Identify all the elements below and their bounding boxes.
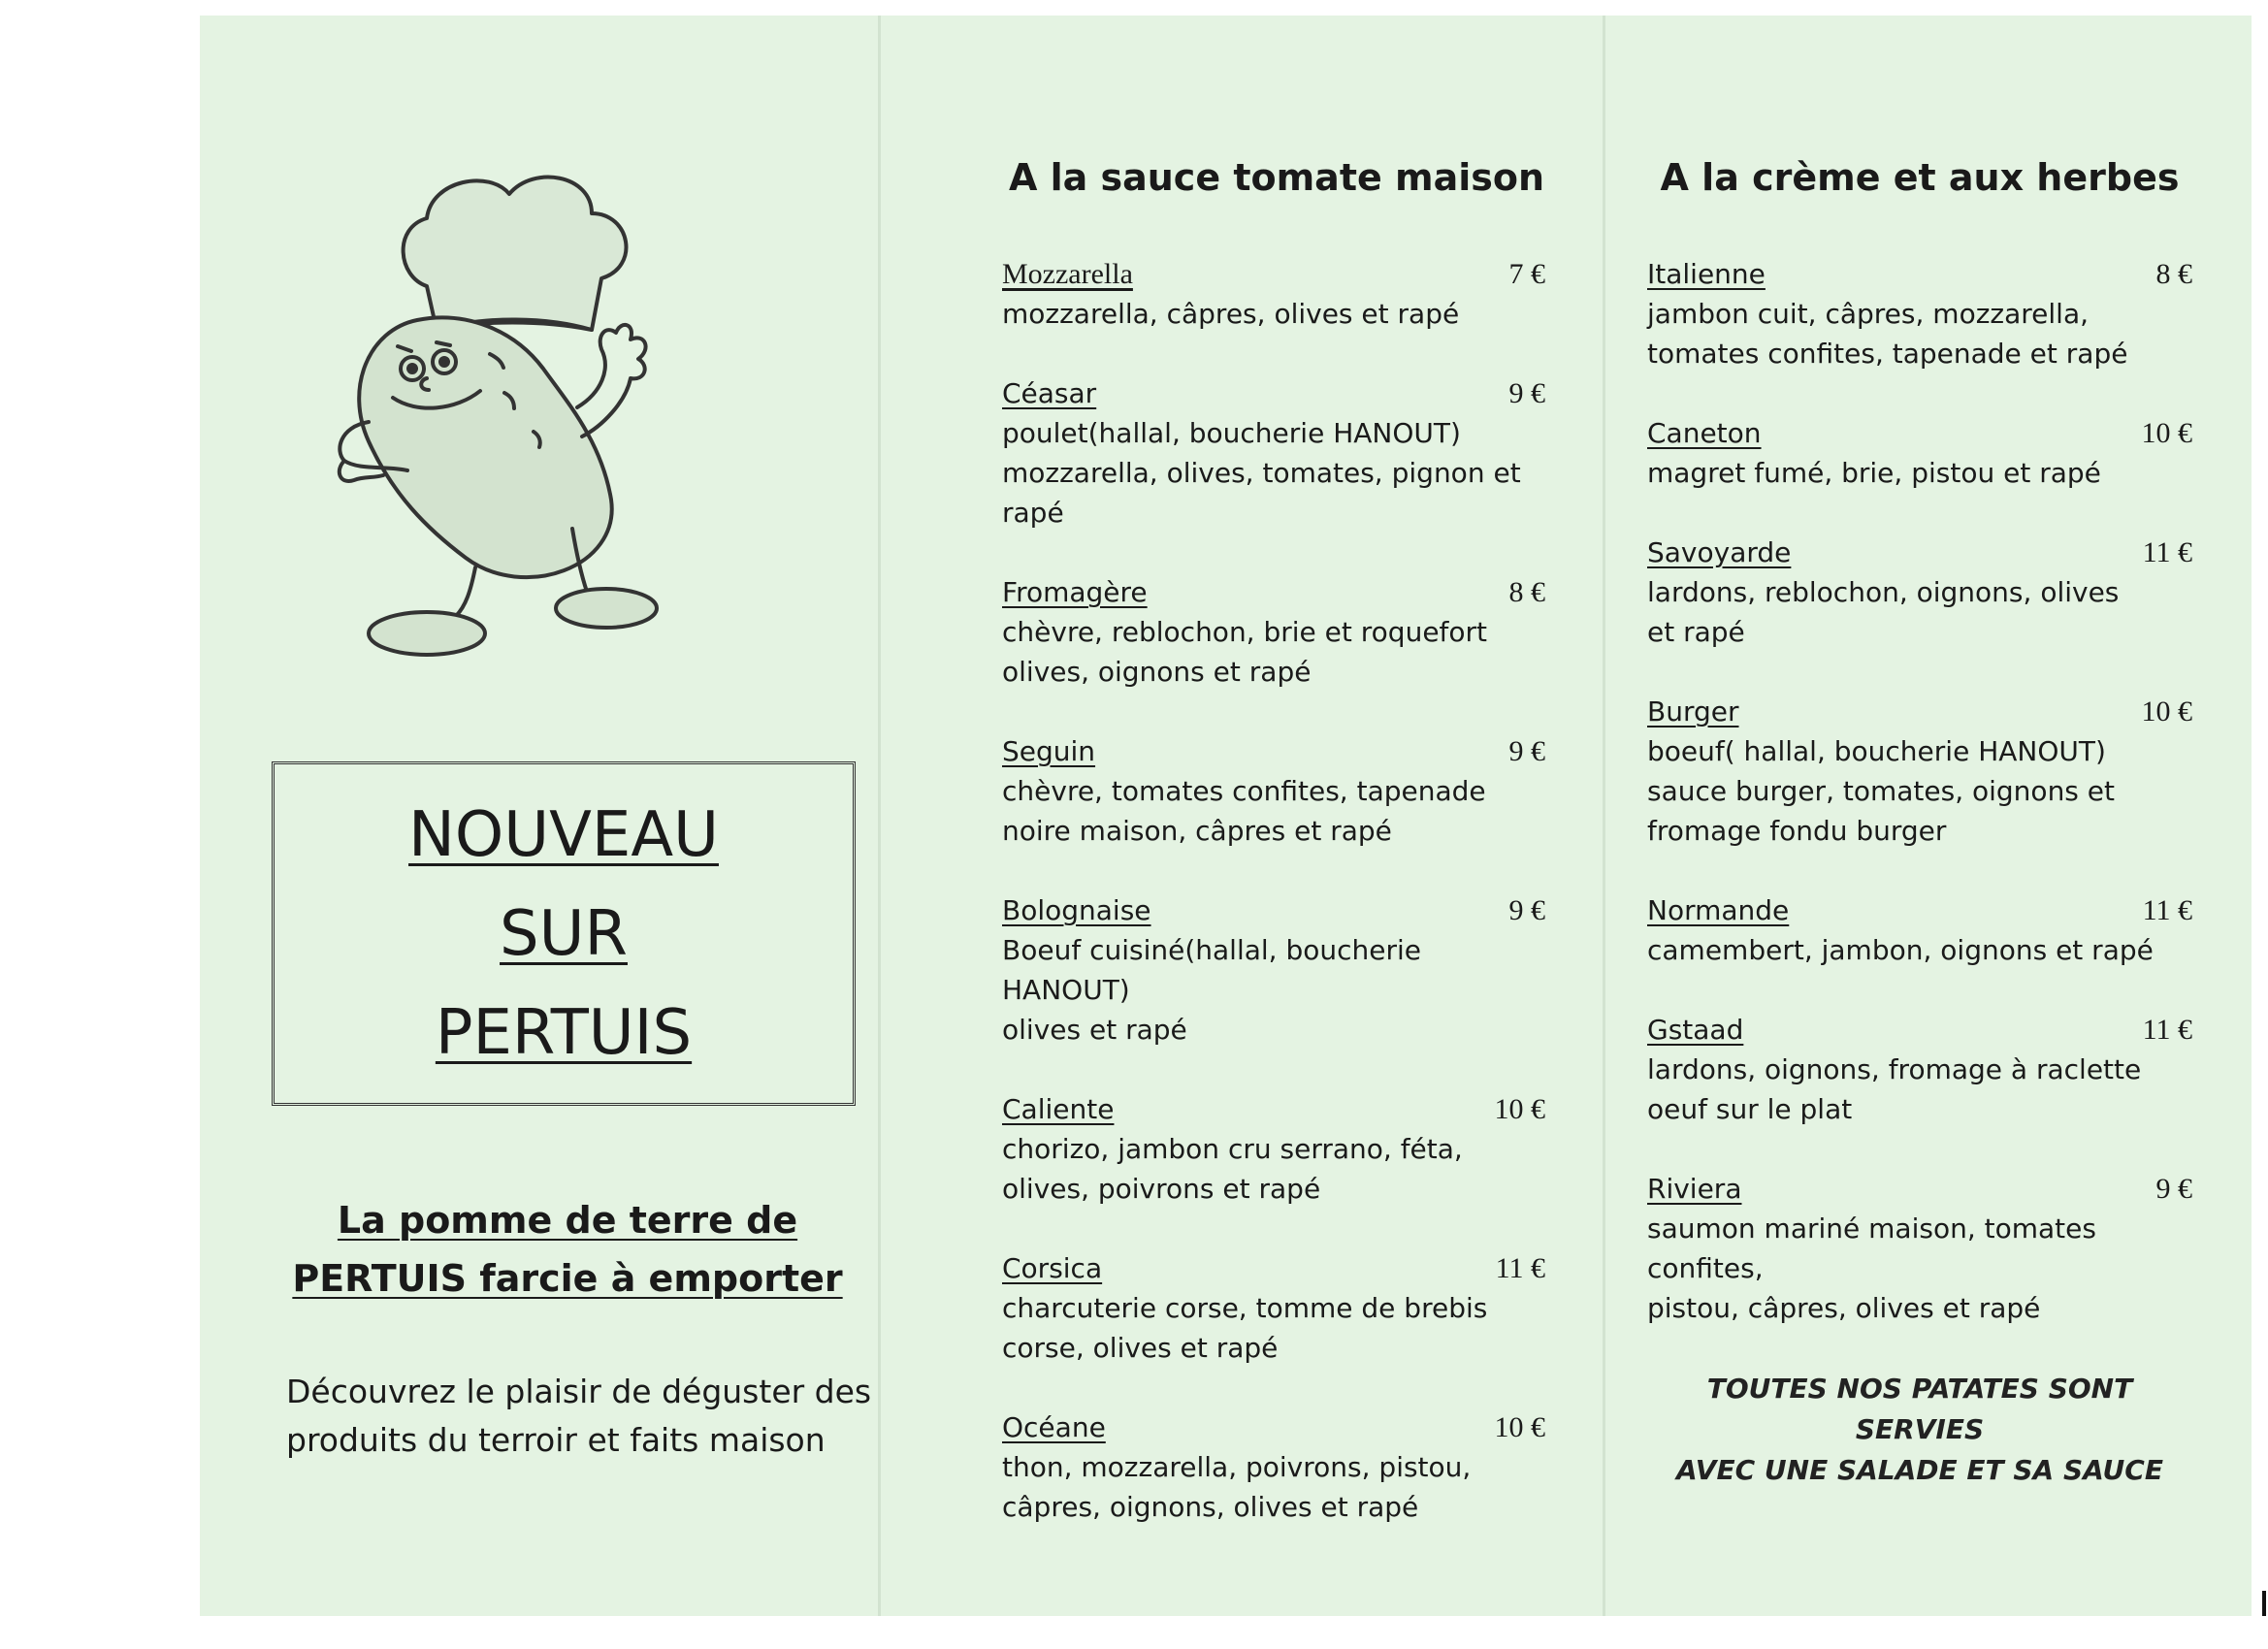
menu-item-price: 10 € (1494, 1411, 1545, 1443)
tagline-line-1: La pomme de terre de (337, 1199, 798, 1242)
menu-item-description: thon, mozzarella, poivrons, pistou, (1002, 1451, 1472, 1483)
menu-item-price: 8 € (1508, 576, 1545, 608)
menu-item (1002, 1249, 1545, 1368)
nouveau-line: NOUVEAU (408, 798, 719, 871)
menu-item-name: Italienne (1647, 258, 1766, 290)
menu-item-name: Bolognaise (1002, 894, 1151, 926)
cream-menu-list (1647, 255, 2192, 1328)
menu-item (1002, 1408, 1545, 1527)
intro-text (286, 1368, 907, 1465)
tagline (243, 1191, 892, 1308)
tomato-menu-column (1002, 150, 1545, 1568)
menu-item-price: 11 € (2142, 894, 2192, 926)
menu-item-description: chèvre, reblochon, brie et roquefort (1002, 616, 1488, 648)
menu-item-description: tomates confites, tapenade et rapé (1647, 338, 2128, 370)
menu-item-description: olives et rapé (1002, 1014, 1187, 1046)
menu-item-description: corse, olives et rapé (1002, 1332, 1279, 1364)
menu-item-description: magret fumé, brie, pistou et rapé (1647, 457, 2101, 489)
menu-item-name: Céasar (1002, 377, 1097, 409)
menu-item-description: olives, poivrons et rapé (1002, 1173, 1321, 1205)
menu-item-price: 9 € (2155, 1173, 2192, 1205)
menu-item-description: mozzarella, olives, tomates, pignon et rapé (1002, 457, 1521, 529)
menu-item-price: 11 € (2142, 536, 2192, 568)
menu-item-description: noire maison, câpres et rapé (1002, 815, 1392, 847)
menu-item-description: olives, oignons et rapé (1002, 656, 1312, 688)
menu-item-description: charcuterie corse, tomme de brebis (1002, 1292, 1488, 1324)
menu-item-header (1002, 891, 1545, 930)
menu-item-name: Seguin (1002, 735, 1096, 767)
menu-item-description: lardons, oignons, fromage à raclette (1647, 1053, 2142, 1085)
menu-item (1002, 891, 1545, 1050)
menu-item-description: pistou, câpres, olives et rapé (1647, 1292, 2041, 1324)
menu-item (1002, 374, 1545, 533)
menu-item (1002, 255, 1545, 334)
menu-item-description: lardons, reblochon, oignons, olives (1647, 576, 2120, 608)
menu-item-name: Fromagère (1002, 576, 1148, 608)
sur-line: SUR (500, 897, 628, 970)
menu-item-name: Savoyarde (1647, 536, 1792, 568)
tomato-menu-title: A la sauce tomate maison (1008, 156, 1545, 199)
menu-item-header (1647, 534, 2192, 572)
tagline-line-2: PERTUIS farcie à emporter (292, 1257, 843, 1300)
menu-item-header (1647, 693, 2192, 731)
menu-item-header (1002, 374, 1545, 413)
menu-item (1002, 1090, 1545, 1209)
tomato-menu-list (1002, 255, 1545, 1527)
menu-item-header (1002, 1408, 1545, 1447)
menu-item (1002, 732, 1545, 851)
menu-item-header (1647, 1170, 2192, 1209)
menu-item (1647, 255, 2192, 373)
served-note-line-2: AVEC UNE SALADE ET SA SAUCE (1676, 1454, 2163, 1486)
cream-menu-column (1647, 150, 2192, 1491)
menu-item-description: jambon cuit, câpres, mozzarella, (1647, 298, 2089, 330)
potato-chef-mascot-icon (310, 160, 795, 664)
menu-item-description: câpres, oignons, olives et rapé (1002, 1491, 1419, 1523)
menu-item-name: Mozzarella (1002, 258, 1133, 290)
menu-item-description: poulet(hallal, boucherie HANOUT) (1002, 417, 1461, 449)
menu-item-header (1647, 1011, 2192, 1050)
menu-item-description: Boeuf cuisiné(hallal, boucherie HANOUT) (1002, 934, 1421, 1006)
menu-item-header (1002, 573, 1545, 612)
menu-item-price: 10 € (2141, 417, 2192, 449)
menu-item-name: Corsica (1002, 1252, 1103, 1284)
menu-item-header (1647, 891, 2192, 930)
menu-item (1002, 573, 1545, 692)
menu-item (1647, 1170, 2192, 1328)
menu-item-name: Riviera (1647, 1173, 1742, 1205)
menu-item-description: saumon mariné maison, tomates confites, (1647, 1212, 2096, 1284)
menu-item-description: sauce burger, tomates, oignons et (1647, 775, 2116, 807)
pertuis-line: PERTUIS (435, 996, 693, 1069)
menu-item-description: fromage fondu burger (1647, 815, 1947, 847)
menu-item-name: Caneton (1647, 417, 1762, 449)
menu-item (1647, 414, 2192, 493)
menu-item-price: 10 € (1494, 1093, 1545, 1125)
scan-edge-mark (2262, 1591, 2266, 1616)
menu-item-header (1002, 1090, 1545, 1129)
menu-item (1647, 534, 2192, 652)
menu-item-name: Burger (1647, 695, 1739, 728)
nouveau-sur-pertuis-box (272, 761, 856, 1106)
menu-item-price: 9 € (1508, 735, 1545, 767)
served-note-line-1: TOUTES NOS PATATES SONT SERVIES (1706, 1373, 2133, 1445)
menu-item-description: chorizo, jambon cru serrano, féta, (1002, 1133, 1463, 1165)
menu-item-description: et rapé (1647, 616, 1745, 648)
menu-item-name: Gstaad (1647, 1014, 1744, 1046)
menu-item-header (1647, 255, 2192, 294)
menu-item-description: mozzarella, câpres, olives et rapé (1002, 298, 1460, 330)
menu-item-name: Caliente (1002, 1093, 1115, 1125)
menu-item-price: 10 € (2141, 695, 2192, 728)
intro-line-1: Découvrez le plaisir de déguster des (286, 1373, 872, 1410)
menu-item (1647, 693, 2192, 851)
menu-item-price: 11 € (1495, 1252, 1545, 1284)
menu-item-description: camembert, jambon, oignons et rapé (1647, 934, 2154, 966)
menu-item-price: 9 € (1508, 377, 1545, 409)
fold-line-right (1603, 16, 1605, 1616)
menu-item-header (1002, 1249, 1545, 1288)
menu-item-name: Océane (1002, 1411, 1106, 1443)
menu-item-price: 8 € (2155, 258, 2192, 290)
menu-item-header (1002, 732, 1545, 771)
menu-item (1647, 891, 2192, 970)
menu-item-price: 9 € (1508, 894, 1545, 926)
menu-item-name: Normande (1647, 894, 1790, 926)
menu-item-price: 11 € (2142, 1014, 2192, 1046)
menu-item-description: chèvre, tomates confites, tapenade (1002, 775, 1486, 807)
menu-item (1647, 1011, 2192, 1129)
menu-item-description: boeuf( hallal, boucherie HANOUT) (1647, 735, 2106, 767)
menu-item-header (1002, 255, 1545, 294)
intro-line-2: produits du terroir et faits maison (286, 1421, 826, 1459)
menu-item-price: 7 € (1508, 258, 1545, 290)
menu-item-description: oeuf sur le plat (1647, 1093, 1853, 1125)
menu-item-header (1647, 414, 2192, 453)
served-note (1647, 1369, 2192, 1491)
cream-menu-title: A la crème et aux herbes (1660, 156, 2180, 199)
